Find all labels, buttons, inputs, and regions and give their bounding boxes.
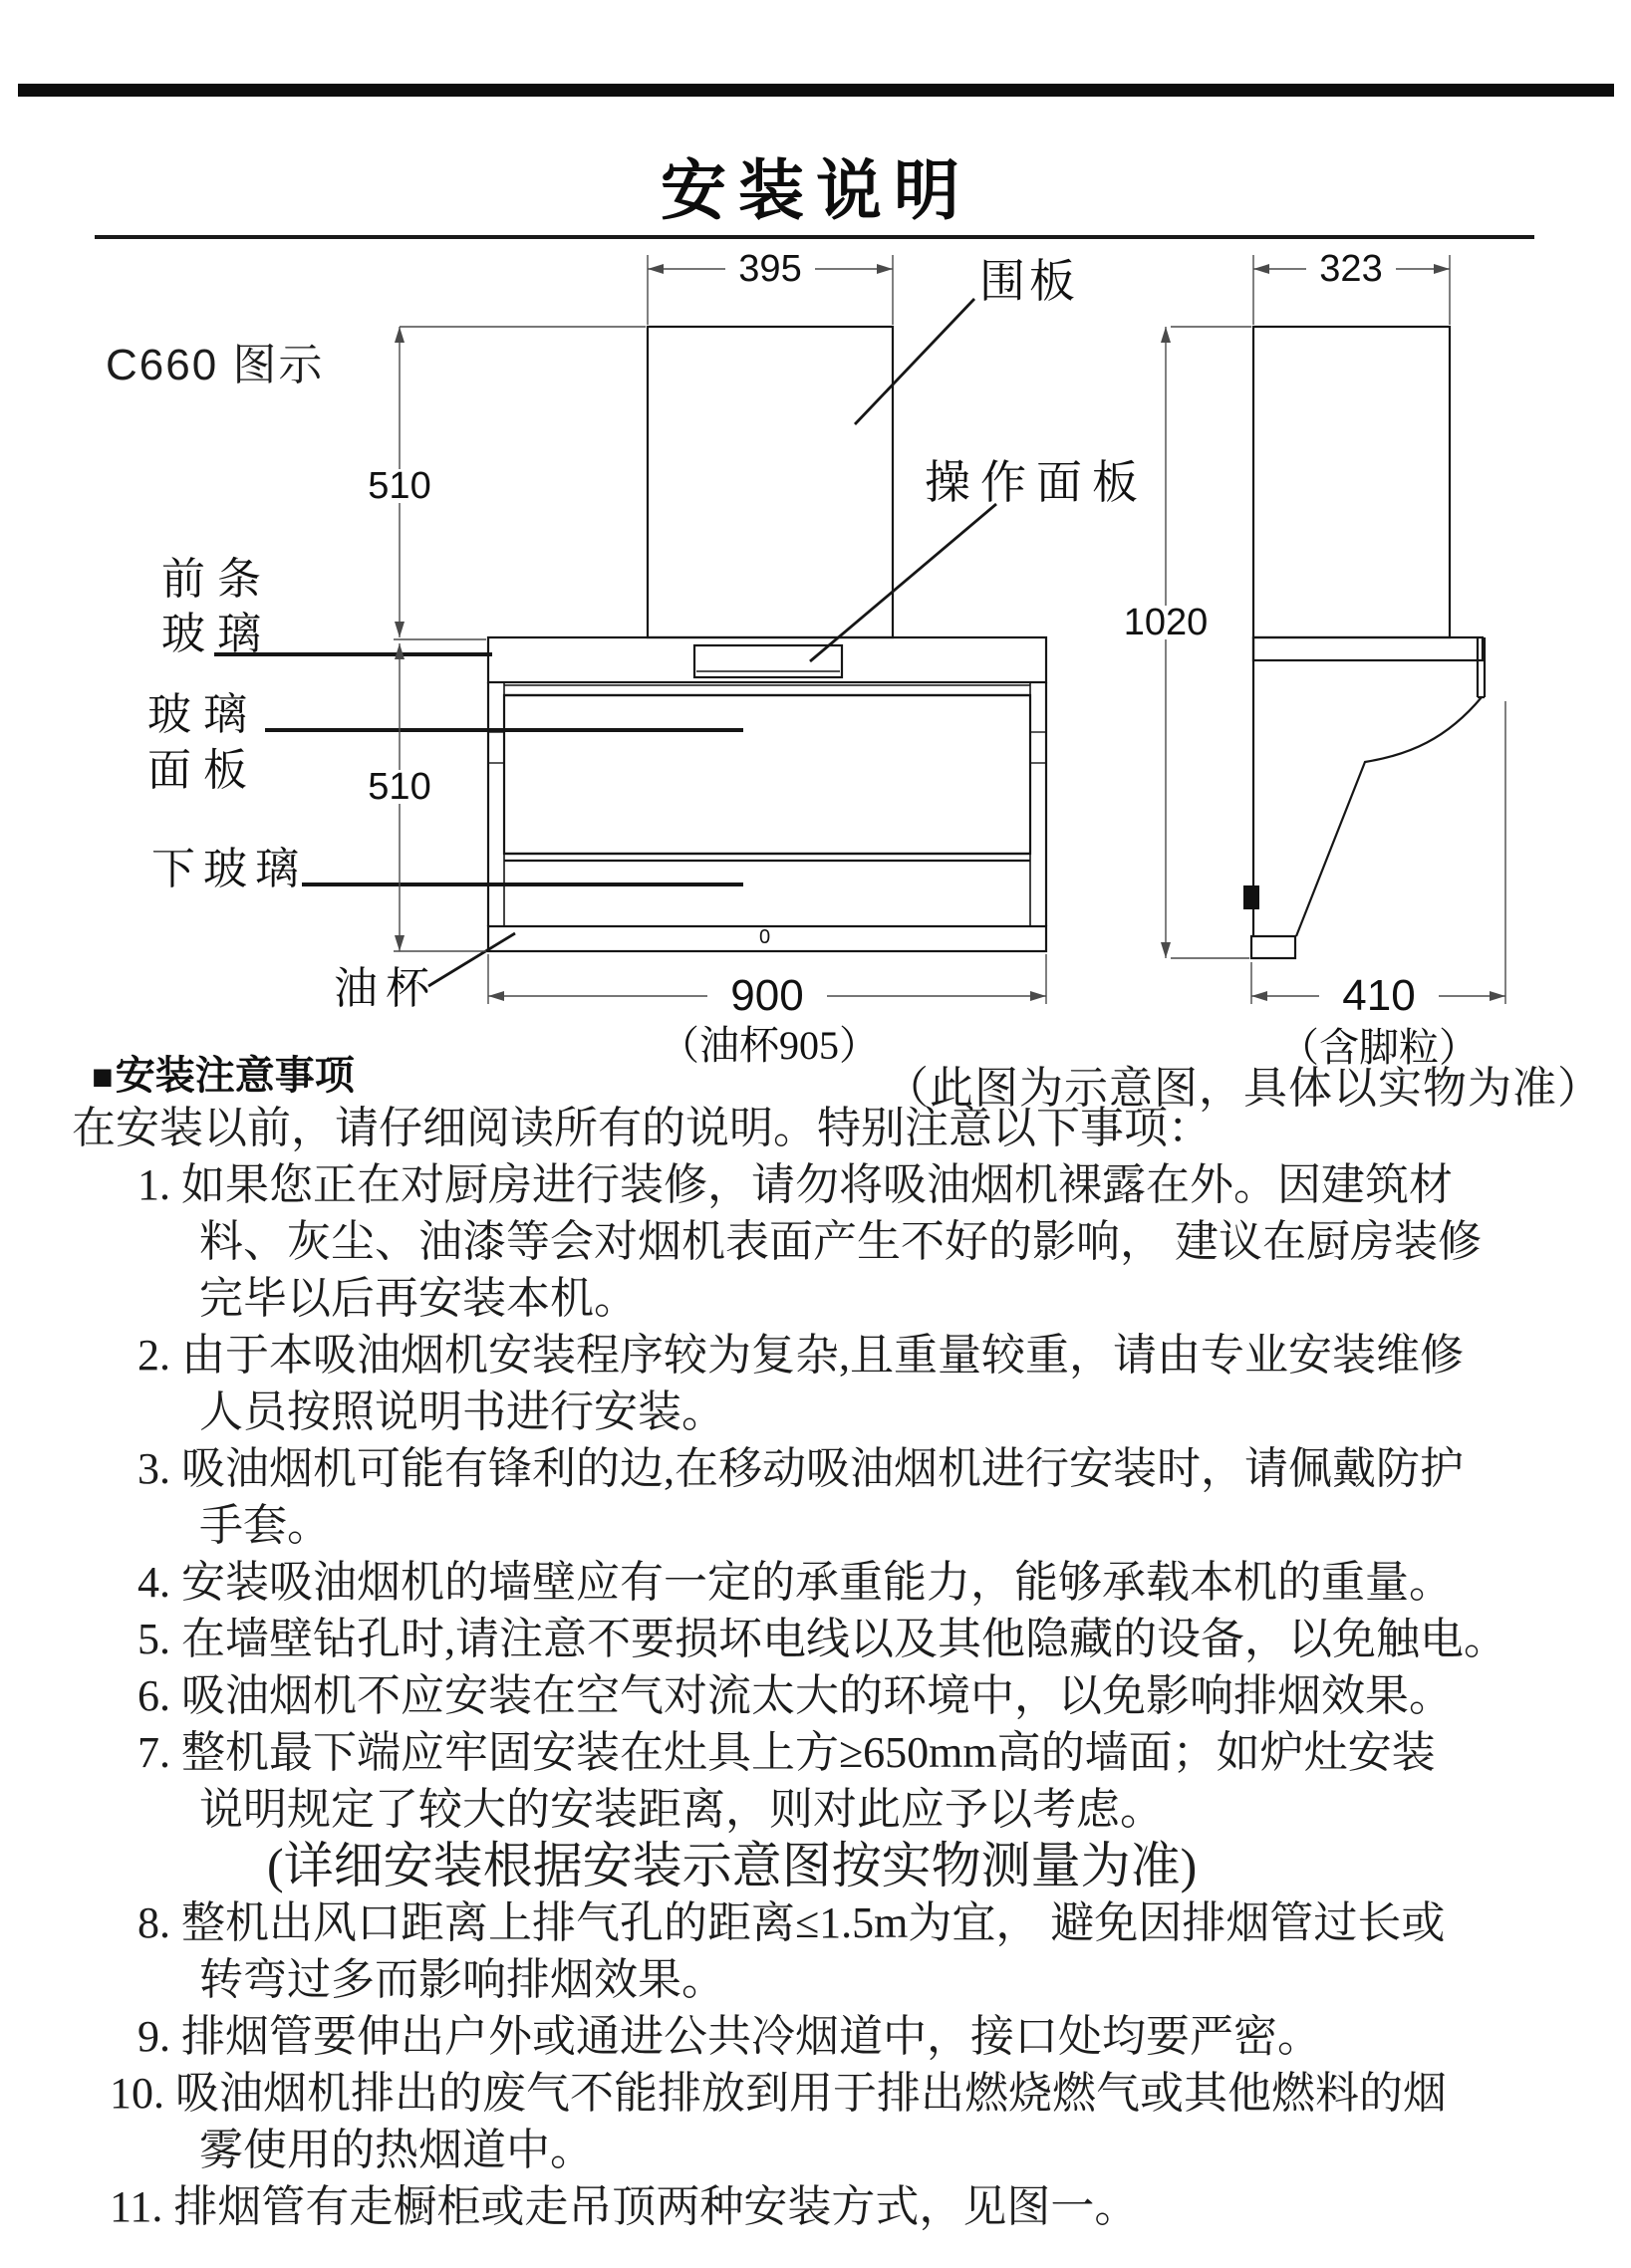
note-line: 说明规定了较大的安装距离，则对此应予以考虑。 <box>199 1785 1164 1834</box>
note-line: 10. 吸油烟机排出的废气不能排放到用于排出燃烧燃气或其他燃料的烟 <box>110 2069 1447 2118</box>
notes-heading-text: 安装注意事项 <box>115 1054 355 1098</box>
glass-panel-label-line2: 面板 <box>147 746 259 795</box>
dim-900-arrow-right <box>1030 991 1046 1001</box>
oil-cup-leader <box>428 933 515 986</box>
square-bullet-icon: ■ <box>92 1056 114 1097</box>
note-line: 3. 吸油烟机可能有锋利的边,在移动吸油烟机进行安装时，请佩戴防护 <box>137 1444 1464 1493</box>
notes-list <box>0 1100 1631 2235</box>
dim-510l-arrow-top <box>395 643 405 659</box>
note-line: 人员按照说明书进行安装。 <box>199 1387 725 1436</box>
dim-510u-arrow-top <box>395 327 405 343</box>
note-line: 手套。 <box>199 1501 331 1550</box>
glass-panel-outline <box>504 695 1030 854</box>
surround-panel-label: 围板 <box>979 256 1079 307</box>
dim-395-arrow-left <box>648 264 664 274</box>
foot-included-note: （含脚粒） <box>1279 1025 1479 1070</box>
side-top-band <box>1253 637 1483 660</box>
dim-410-arrow-left <box>1251 991 1267 1001</box>
front-header-band <box>488 637 1046 682</box>
dim-510l-arrow-bottom <box>395 935 405 951</box>
diagram-disclaimer: （此图为示意图，具体以实物为准） <box>885 1064 1602 1113</box>
note-line: 7. 整机最下端应牢固安装在灶具上方≥650mm高的墙面；如炉灶安装 <box>137 1728 1436 1777</box>
side-chimney-outline <box>1253 327 1450 637</box>
note-line: 料、灰尘、油漆等会对烟机表面产生不好的影响， 建议在厨房装修 <box>199 1217 1482 1266</box>
front-control-panel <box>694 645 842 677</box>
note-line: 11. 排烟管有走橱柜或走吊顶两种安装方式，见图一。 <box>110 2182 1139 2231</box>
dim-323-arrow-left <box>1253 264 1269 274</box>
side-foot-pad <box>1251 936 1295 958</box>
title-underline <box>95 235 1534 239</box>
dim-510u-arrow-bottom <box>395 622 405 637</box>
dim-395-arrow-right <box>877 264 893 274</box>
front-chimney-outline <box>648 327 893 637</box>
notes-heading <box>92 1044 355 1101</box>
front-strip-glass-label-line2: 玻璃 <box>161 610 273 658</box>
note-line: (详细安装根据安装示意图按实物测量为准) <box>267 1838 1198 1893</box>
dim-1020-arrow-top <box>1161 327 1171 343</box>
surround-panel-leader <box>855 299 974 424</box>
note-line: 转弯过多而影响排烟效果。 <box>199 1955 725 2004</box>
dim-side-total-height: 1020 <box>1111 606 1221 639</box>
page-title: 安装说明 <box>661 153 971 227</box>
dimension-lines <box>394 255 1505 1004</box>
side-profile-curve <box>1296 697 1482 936</box>
note-line: 完毕以后再安装本机。 <box>199 1274 638 1323</box>
lower-glass-label: 下玻璃 <box>151 845 307 893</box>
dim-900-arrow-left <box>488 991 504 1001</box>
dim-side-top-width: 323 <box>1306 252 1396 286</box>
note-line: 9. 排烟管要伸出户外或通进公共冷烟道中，接口处均要严密。 <box>137 2012 1321 2061</box>
glass-panel-label-line1: 玻璃 <box>147 690 259 739</box>
oil-cup-905-note: （油杯905） <box>660 1023 879 1068</box>
note-line: 1. 如果您正在对厨房进行装修，请勿将吸油烟机裸露在外。因建筑材 <box>137 1160 1453 1209</box>
dim-1020-arrow-bottom <box>1161 942 1171 958</box>
dim-front-upper-height: 510 <box>357 469 442 503</box>
front-view <box>488 327 1046 951</box>
top-border-bar <box>18 84 1614 97</box>
model-label: C660 图示 <box>106 341 325 389</box>
dim-front-bottom-width: 900 <box>707 976 827 1016</box>
dim-side-bottom-width: 410 <box>1319 976 1439 1016</box>
note-line: 5. 在墙壁钻孔时,请注意不要损坏电线以及其他隐藏的设备，以免触电。 <box>137 1615 1507 1663</box>
leader-lines <box>214 299 996 986</box>
note-line: 4. 安装吸油烟机的墙壁应有一定的承重能力，能够承载本机的重量。 <box>137 1558 1453 1607</box>
front-strip-glass-label-line1: 前条 <box>161 555 273 604</box>
side-power-block <box>1243 885 1259 909</box>
dim-front-top-width: 395 <box>725 252 815 286</box>
oil-cup-label: 油杯 <box>334 964 437 1013</box>
dim-323-arrow-right <box>1434 264 1450 274</box>
control-panel-label: 操作面板 <box>925 457 1148 508</box>
note-line: 在安装以前，请仔细阅读所有的说明。特别注意以下事项： <box>72 1104 1212 1152</box>
note-line: 6. 吸油烟机不应安装在空气对流太大的环境中，以免影响排烟效果。 <box>137 1671 1453 1720</box>
note-line: 8. 整机出风口距离上排气孔的距离≤1.5m为宜， 避免因排烟管过长或 <box>137 1898 1446 1947</box>
note-line: 雾使用的热烟道中。 <box>199 2126 594 2174</box>
dim-410-arrow-right <box>1490 991 1505 1001</box>
oil-cup-zero-mark: 0 <box>759 926 771 948</box>
side-view <box>1243 327 1485 958</box>
note-line: 2. 由于本吸油烟机安装程序较为复杂,且重量较重，请由专业安装维修 <box>137 1331 1464 1380</box>
dim-front-lower-height: 510 <box>357 770 442 804</box>
